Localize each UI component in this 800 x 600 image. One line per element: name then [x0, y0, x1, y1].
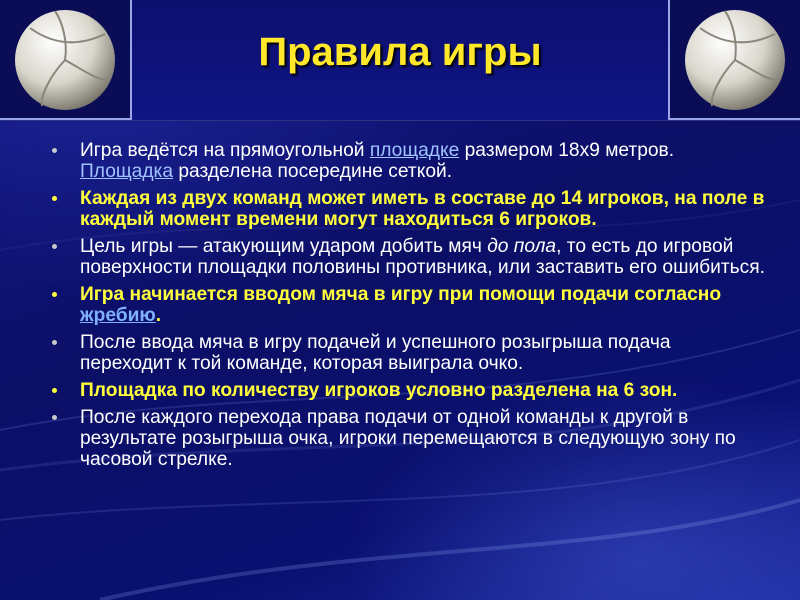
bullet-text: . [155, 305, 162, 326]
volleyball-icon [680, 6, 790, 114]
bullet-item-serve [48, 284, 768, 326]
bullet-text: размером 18х9 метров. [459, 140, 675, 161]
bullet-icon [52, 292, 57, 297]
bullet-item-rotation [48, 407, 768, 470]
bullet-icon [52, 415, 57, 420]
bullet-text: Цель игры — атакующим ударом добить мяч [80, 236, 488, 257]
bullet-icon [52, 148, 57, 153]
draw-link[interactable]: жребию [80, 305, 156, 326]
bullet-icon [52, 244, 57, 249]
bullet-icon [52, 388, 57, 393]
right-ball-frame [668, 0, 800, 120]
bullet-text: Игра начинается вводом мяча в игру при помощи подачи согласно [80, 284, 722, 305]
bullet-item-court [48, 140, 768, 182]
bullet-text: разделена посередине сеткой. [173, 161, 453, 182]
bullet-text: Площадка по количеству игроков условно разделена на 6 зон. [80, 380, 678, 401]
bullet-text: После каждого перехода права подачи от одной команды к другой в результате розыгрыша очка, игроки перемещаются в следующую зону по часовой стрелке. [80, 407, 736, 470]
left-ball-frame [0, 0, 132, 120]
bullet-item-goal [48, 236, 768, 278]
italic-text: до пола [487, 236, 557, 257]
bullet-icon [52, 340, 57, 345]
bullet-item-service-change [48, 332, 768, 374]
bullet-text: После ввода мяча в игру подачей и успешного розыгрыша подача переходит к той команде, которая выиграла очко. [80, 332, 671, 374]
court-link[interactable]: площадке [369, 140, 460, 161]
bullet-text: Игра ведётся на прямоугольной [80, 140, 370, 161]
slide-title: Правила игры [258, 30, 542, 74]
bullet-text: Каждая из двух команд может иметь в составе до 14 игроков, на поле в каждый момент времени могут находиться 6 игроков. [80, 188, 765, 230]
volleyball-icon [10, 6, 120, 114]
bullet-list [48, 140, 768, 476]
bullet-item-zones [48, 380, 768, 401]
bullet-text: , то есть до игровой поверхности площадки половины противника, или заставить его ошибиться. [80, 236, 765, 278]
bullet-icon [52, 196, 57, 201]
court-link-2[interactable]: Площадка [80, 161, 174, 182]
bullet-item-teams [48, 188, 768, 230]
